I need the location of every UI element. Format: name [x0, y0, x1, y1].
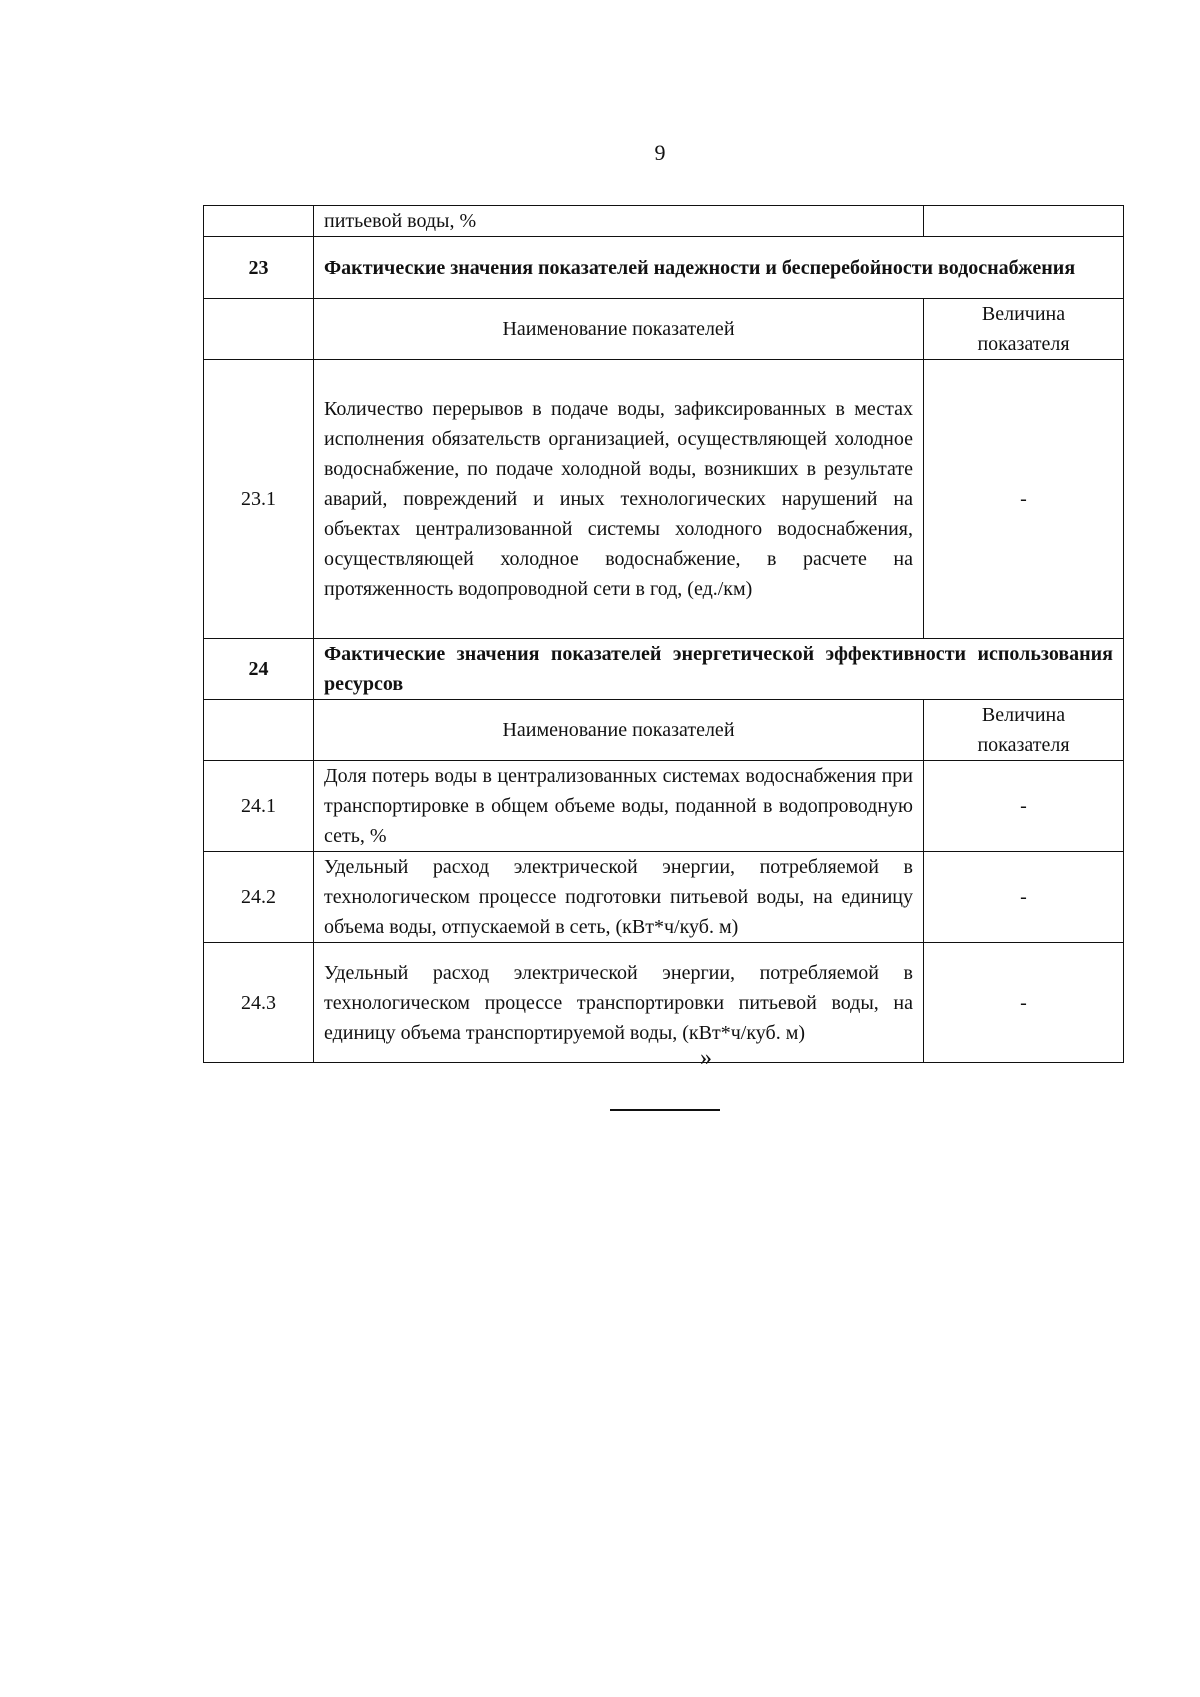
section-title: Фактические значения показателей надежности и бесперебойности водоснабжения	[314, 237, 1124, 299]
section-header-row	[204, 639, 1124, 700]
column-header-row	[204, 700, 1124, 761]
row-text: Удельный расход электрической энергии, потребляемой в технологическом процессе транспортировки питьевой воды, на единицу объема транспортируемой воды, (кВт*ч/куб. м)	[314, 943, 924, 1063]
table-row	[204, 761, 1124, 852]
table-row	[204, 360, 1124, 639]
row-number: 23.1	[204, 360, 314, 639]
row-number: 24.2	[204, 852, 314, 943]
row-value: -	[924, 852, 1124, 943]
row-number-cell	[204, 206, 314, 237]
row-text: Удельный расход электрической энергии, потребляемой в технологическом процессе подготовки питьевой воды, на единицу объема воды, отпускаемой в сеть, (кВт*ч/куб. м)	[314, 852, 924, 943]
table-row	[204, 943, 1124, 1063]
section-title: Фактические значения показателей энергетической эффективности использования ресурсов	[314, 639, 1124, 700]
row-value: -	[924, 943, 1124, 1063]
row-text: Количество перерывов в подаче воды, зафиксированных в местах исполнения обязательств организацией, осуществляющей холодное водоснабжение, по подаче холодной воды, возникших в результате аварий, повреждений и иных технологических нарушений на объектах централизованной системы холодного водоснабжения, осуществляющей холодное водоснабжение, в расчете на протяженность водопроводной сети в год, (ед./км)	[314, 360, 924, 639]
page-number: 9	[654, 140, 666, 165]
section-number: 24	[204, 639, 314, 700]
column-header-name: Наименование показателей	[314, 700, 924, 761]
table-row	[204, 852, 1124, 943]
continuation-row	[204, 206, 1124, 237]
row-value: -	[924, 360, 1124, 639]
section-number: 23	[204, 237, 314, 299]
row-number: 24.1	[204, 761, 314, 852]
continuation-text: питьевой воды, %	[314, 206, 924, 237]
end-divider	[610, 1109, 720, 1111]
column-header-value: Величина показателя	[924, 700, 1124, 761]
indicators-table	[203, 205, 1124, 1063]
column-header-value: Величина показателя	[924, 299, 1124, 360]
closing-quote: »	[700, 1045, 712, 1071]
row-value: -	[924, 761, 1124, 852]
row-text: Доля потерь воды в централизованных системах водоснабжения при транспортировке в общем объеме воды, поданной в водопроводную сеть, %	[314, 761, 924, 852]
column-header-row	[204, 299, 1124, 360]
column-header-number-cell	[204, 700, 314, 761]
column-header-number-cell	[204, 299, 314, 360]
row-value-cell	[924, 206, 1124, 237]
column-header-name: Наименование показателей	[314, 299, 924, 360]
row-number: 24.3	[204, 943, 314, 1063]
section-header-row	[204, 237, 1124, 299]
